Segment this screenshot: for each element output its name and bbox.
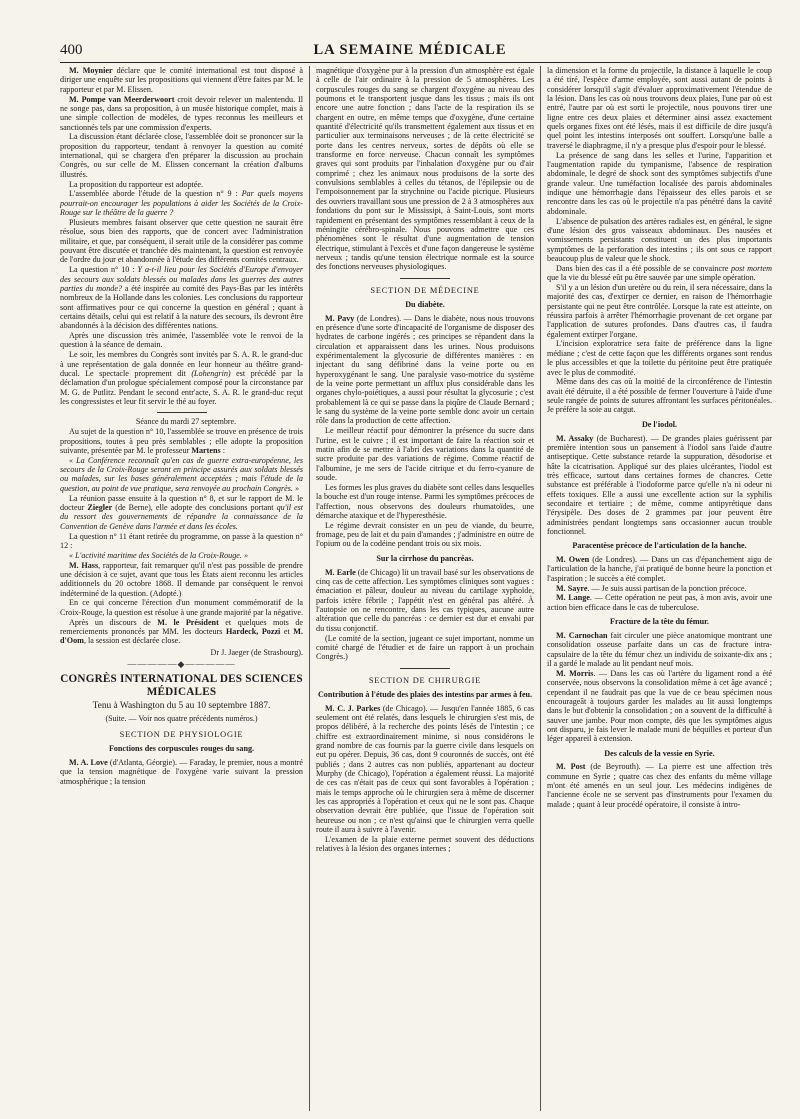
subheading: De l'iodol. (641, 419, 678, 429)
paragraph (60, 758, 303, 786)
text: et (280, 626, 294, 636)
text: que la vie du blessé eût pu être sauvée par une simple opération. (547, 273, 756, 283)
column-1 (60, 66, 303, 1111)
paragraph: (Le comité de la section, jugeant ce sujet important, nomme un comité chargé de l'étudier et de faire un rapport à un prochain Congrès.) (316, 633, 534, 662)
paragraph (547, 434, 772, 537)
divider (400, 278, 450, 279)
divider (400, 668, 450, 669)
text: (d'Atlanta, Géorgie). — Faraday, le premier, nous a montré que la tension magnétique de l'oxygène varie suivant la pression atmosphérique ; la tension (60, 758, 303, 786)
paragraph (60, 350, 303, 406)
text: et quelques mots de remerciements prononcés par MM. les docteurs (60, 617, 304, 636)
paragraph (316, 568, 534, 633)
speaker-name: M. le Président (157, 617, 219, 627)
paragraph: L'incision exploratrice sera faite de préférence dans la ligne médiane ; c'est de cette façon que les différents organes sont rendus le plus accessibles et que la toilette du péritoine peut être pratiquée avec le plus de commodité. (547, 339, 772, 377)
paragraph (547, 631, 772, 668)
paragraph: Même dans des cas où la moitié de la circonférence de l'intestin avait été détruite, il a été possible de fermer l'ouverture à l'aide d'une seule rangée de points de sutures affrontant les surfaces péritonéales. Je préfère la soie au catgut. (547, 377, 772, 415)
divider (157, 412, 207, 413)
speaker-name: M. Pompe van Meerderwoort (69, 94, 175, 104)
paragraph (60, 265, 303, 330)
subheading: Contribution à l'étude des plaies des intestins par armes à feu. (317, 689, 533, 699)
paragraph: la dimension et la forme du projectile, la distance à laquelle le coup a été tiré, l'espèce d'arme employée, sont aussi autant de points à considérer lorsqu'il s'agit d'évaluer approximativement l'étendue de la lésion. Dans les cas où nous trouvons deux plaies, l'une par où est entré, l'autre par où est sorti le projectile, nous pouvons tirer une ligne entre ces deux plaies et déterminer ainsi assez exactement quels organes fixes ont été lésés, mais il est difficile de dire jusqu'à quel point les intestins interposés ont souffert. Lorsqu'une balle a traversé le diaphragme, il n'y a presque plus d'espoir pour le blessé. (547, 66, 772, 150)
text: , rapporteur, fait remarquer qu'il n'est pas possible de prendre une décision à ce sujet, avant que tous les États aient reconnu les articles additionnels du 20 octobre 1868. Il demande par conséquent le renvoi indéterminé de la question. (Adopté.) (60, 560, 304, 598)
section-heading-chirurgie: SECTION DE CHIRURGIE (368, 675, 482, 685)
paragraph: Plusieurs membres faisant observer que cette question ne saurait être résolue, sous bien des rapports, que de concert avec l'administration militaire, et que, par conséquent, il serait utile de la considérer pas comme pouvant être discutée et tranchée dès maintenant, la question est renvoyée de l'ordre du jour et abandonnée à l'étude des différents comités centraux. (60, 218, 303, 265)
speaker-name: M. C. J. Parkes (325, 703, 381, 713)
paragraph: L'examen de la plaie externe permet souvent des déductions relatives à la lésion des organes internes ; (316, 834, 534, 854)
speaker-name: M. Assaky (556, 433, 594, 443)
speaker-name: M. Pavy (325, 313, 355, 323)
paragraph (60, 618, 303, 646)
subheading: Fonctions des corpuscules rouges du sang. (108, 744, 255, 754)
speaker-name: M. Hass (69, 560, 99, 570)
speaker-name: M. d'Oom (60, 626, 303, 646)
paragraph: Après une discussion très animée, l'assemblée vote le renvoi de la question à la séance de demain. (60, 331, 303, 350)
text: croit devoir relever un malentendu. Il ne songe pas, dans sa proposition, à un musée historique complet, mais à une simple collection de modèles, de types reconnus les meilleurs et sanctionnés tels par une commission d'experts. (60, 94, 303, 132)
paragraph (60, 189, 303, 217)
paragraph: La présence de sang dans les selles et l'urine, l'apparition et l'augmentation rapide du tympanisme, l'absence de respiration abdominale, le degré de shock sont des symptômes subjectifs d'une grande valeur. Une tuméfaction localisée des parois abdominales indique une hémorrhagie dans l'épaisseur des elles parois et se rencontre dans les cas où le projectile n'a pas pénétré dans la cavité abdominale. (547, 150, 772, 216)
paragraph (60, 95, 303, 132)
page-number: 400 (60, 42, 83, 58)
text: La question n° 10 : (69, 265, 138, 275)
text: déclare que le comité international est tout disposé à diriger une enquête sur les propositions qui viennent d'être faites par M. le rapporteur et par M. Elissen. (60, 66, 303, 94)
text: (de Chicago) lit un travail basé sur les observations de cinq cas de cette affection. Les symptômes cliniques sont vagues : émaciation et pâleur, douleur au niveau du cartilage xyphoïde, parfois ictère fébrile ; l'appétit n'est en général pas altéré. À l'autopsie on ne rencontre, dans les cas typiques, aucune autre altération que celle du pancréas : ce dernier est dur et envahi par du tissu conjonctif. (316, 567, 534, 633)
text: . — Cette opération ne peut pas, à mon avis, avoir une action bien efficace dans le cas de tuberculose. (547, 593, 772, 612)
speaker-name: M. Owen (556, 555, 590, 565)
paragraph (60, 427, 303, 455)
subheading: Fracture de la tête du fémur. (610, 617, 709, 627)
speaker-name: Ziegler (87, 502, 113, 512)
speaker-name: M. Moynier (69, 66, 113, 75)
text: Le soir, les membres du Congrès sont invités par S. A. R. le grand-duc à une représentation de gala donnée en leur honneur au théâtre grand-ducal. Le spectacle proprement dit (60, 350, 303, 378)
question-text: Par quels moyens pourrait-on encourager les populations à aider les Sociétés de la Croix-Rouge sur le théâtre de la guerre ? (60, 189, 303, 218)
text: . — Dans les cas où l'artère du ligament rond a été conservée, nous observons la consolidation même à cet âge avancé ; cependant il ne faudrait pas que la vue de ce beau spécimen nous encourageât à toujours garder les malades au lit aussi longtemps dans le but d'obtenir la consolidation ; on a souvent de la difficulté à sauver une jambe. Pour mon compte, dès que les symptômes aigus ont disparu, je fais lever le malade muni de béquilles et porteur d'un léger appareil à extension. (547, 668, 772, 744)
column-rule (309, 66, 310, 1111)
text: est précédé par la déclamation d'un prologue spécialement composé pour la circonstance par M. G. de Putlitz. Pendant le second entr'acte, S. A. R. le grand-duc reçut les congressistes et leur fit servir le thé au foyer. (60, 369, 303, 407)
paragraph: L'absence de pulsation des artères radiales est, en général, le signe d'une lésion des gros vaisseaux abdominaux. Des nausées et vomissements persistants constituent un des plus importants symptômes de la perforation des intestins ; ils ont sous ce rapport beaucoup plus de valeur que le shock. (547, 216, 772, 263)
text: (de Bucharest). — De grandes plaies guérissent par première intention sous un pansement à l'iodol sans l'aide d'autre antiseptique. Cette substance retarde la suppuration, désodorise et hâte la cicatrisation. Appliqué sur des plaies ulcérantes, l'iodol est très efficace, surtout dans certaines formes de chancres. Cette substance est préférable à l'iodoforme parce qu'elle n'a ni odeur ni effets toxiques. Elle a aussi une excellente action sur la syphilis secondaire et tertiaire ; de même, comme antipyrétique dans l'érysipèle. Des doses de 2 grammes par jour peuvent être administrées pendant longtemps sans occasionner aucun trouble fonctionnel. (547, 433, 772, 536)
ornament-divider: —————◆————— (127, 658, 236, 669)
paragraph (316, 704, 534, 835)
text: . — Je suis aussi partisan de la ponction précoce. (587, 583, 747, 593)
running-head (60, 42, 760, 63)
text: La réunion passe ensuite à la question n° 8, et sur le rapport de M. le docteur (60, 493, 303, 512)
paragraph: La discussion étant déclarée close, l'assemblée doit se prononcer sur la proposition du rapporteur, tendant à renvoyer la question au comité international, qui se chargera d'en préparer la discussion au prochain Congrès, ou sur celle de M. Elissen concernant la création d'albums illustrés. (60, 132, 303, 179)
speaker-name: M. Morris (556, 668, 594, 678)
paragraph: En ce qui concerne l'érection d'un monument commémoratif de la Croix-Rouge, la question est résolue à une grande majorité par la négative. (60, 598, 303, 617)
speaker-name: Hardeck, Pozzi (225, 626, 281, 636)
text: fait circuler une pièce anatomique montrant une consolidation osseuse parfaite dans un cas de fracture intra-capsulaire de la tête du fémur chez un individu de soixante-dix ans ; il a gardé le malade au lit pendant neuf mois. (547, 630, 772, 668)
text: (de Chicago). — Jusqu'en l'année 1885, 6 cas seulement ont été relatés, dans lesquels le chirurgien s'est mis, de propos délibéré, à la recherche des points lésés de l'intestin ; ce chiffre est extraordinairement minime, si nous considérons le grand nombre de cas fournis par la guerre civile dans lesquels on eut pu opérer. Depuis, 36 cas, dont 9 couronnés de succès, ont été publiés ; dans 2 autres cas non publiés, appartenant au docteur Murphy (de Chicago), l'opération a également réussi. La majorité de ces cas n'était pas de ceux qui sont favorables à l'opération ; mais le temps approche où le chirurgien sera à même de discerner les cas appropriés à l'opération et ceux qui ne le sont pas. Chaque observation devrait être publiée, que l'issue de l'opération soit heureuse ou non ; ce n'est qu'ainsi que le chirurgien verra quelle route il aura à suivre à l'avenir. (316, 703, 534, 835)
paragraph: Le meilleur réactif pour démontrer la présence du sucre dans l'urine, est le cuivre ; il est important de faire la réaction soir et matin afin de se mettre à l'abri des variations dans la quantité de sucre produite par des variations de régime. Comme réactif de l'albumine, je me sers de l'acide citrique et du ferro-cyanure de soude. (316, 426, 534, 483)
speaker-name: M. Post (556, 762, 586, 772)
text: a été inspirée au comité des Pays-Bas par les intérêts nombreux de la Hollande dans les colonies. Les conclusions du rapporteur sont affirmatives pour ce qui concerne la question en général ; quant à certains détails, celui qui est relatif à la nature des secours, ils devront être abandonnés à la décision des différentes nations. (60, 283, 304, 331)
columns (60, 66, 772, 1111)
speaker-name: M. A. Love (69, 758, 108, 768)
subheading: Sur la cirrhose du pancréas. (376, 553, 474, 563)
paragraph: La question n° 11 étant retirée du programme, on passe à la question n° 12 : (60, 531, 303, 550)
text: (Lohengrin) (191, 369, 231, 378)
paragraph (60, 66, 303, 94)
column-2 (316, 66, 534, 1111)
section-heading-medecine: SECTION DE MÉDECINE (370, 285, 480, 295)
section-heading-physiologie: SECTION DE PHYSIOLOGIE (119, 730, 244, 739)
congress-dates: Tenu à Washington du 5 au 10 septembre 1887. (92, 701, 271, 712)
signature: Dr J. Jaeger (de Strasbourg). (210, 647, 303, 657)
paragraph: magnétique d'oxygène pur à la pression d'un atmosphère est égale à celle de l'air ordinaire à la pression de 5 atmosphères. Les corpuscules rouges du sang se chargent d'oxygène au niveau des poumons et le transportent jusque dans les tissus ; mais ils ont encore une autre fonction ; dans l'acte de la respiration ils se chargent en outre, en même temps que d'oxygène, d'une certaine quantité d'électricité qu'ils transmettent également aux tissus et en particulier aux terminaisons nerveuses ; de là cette électricité se porte dans les centres nerveux, sortes de dépôts où elle se transforme en force nerveuse. Chacun connaît les symptômes graves qui sont produits par l'inhalation d'oxygène pur ou d'air comprimé ; chez les animaux nous produisons de la sorte des convulsions semblables à celles du tétanos, de l'épilepsie ou de l'empoisonnement par la strychnine ou l'acide picrique. Plusieurs des ouvriers travaillant sous une pression de 2 à 3 atmosphères aux fondations du pont sur le Mississipi, à Saint-Louis, sont morts rapidement en présentant des symptômes ressemblant à ceux de la méningite cérébro-spinale. Nous pouvons admettre que ces phénomènes sont le résultat d'une augmentation de tension électrique, stimulant à l'excès et d'une façon dangereuse le système nerveux ; tandis qu'une tension électrique normale est la source des fonctions nerveuses physiologiques. (316, 66, 534, 272)
text: Dans bien des cas il a été possible de se convaincre (556, 263, 731, 273)
text: (de Berne), elle adopte des conclusions portant (112, 502, 277, 512)
subheading: Du diabète. (405, 299, 445, 309)
paragraph: La proposition du rapporteur est adoptée. (69, 179, 204, 189)
paragraph (547, 762, 772, 809)
text: (de Londres). — Dans le diabète, nous nous trouvons en présence d'une sorte d'incapacité de l'organisme de disposer des hydrates de carbone ingérés ; ces principes se répandent dans la circulation et apparaissent dans les urines. Nous produisons expérimentalement la glycosurie de différentes manières : en injectant du sang défibriné dans la veine porte ou en hyperoxygénant le sang. Une paralysie vaso-motrice du système de la veine porte permettant un afflux plus considérable dans les organes chylo-poiétiques, a aussi pour résultat la glycosurie ; c'est probablement là ce qui se passe dans la piqûre de Claude Bernard ; le sang du système de la veine porte semble donc avoir un certain rôle dans la production de cette affection. (316, 313, 534, 426)
paragraph (547, 593, 772, 612)
paragraph (60, 494, 303, 531)
quoted-question: « L'activité maritime des Sociétés de la Croix-Rouge. » (69, 550, 249, 560)
paragraph: Les formes les plus graves du diabète sont celles dans lesquelles la bouche est d'un rouge intense. Parmi les symptômes précoces de l'affection, nous observons des douleurs rhumatoïdes, une démarche ataxique et de l'hyperesthésie. (316, 482, 534, 520)
text: Au sujet de la question n° 10, l'assemblée se trouve en présence de trois propositions, toutes à peu près semblables ; elle adopte la proposition suivante, présentée par M. le professeur (60, 427, 303, 455)
paragraph (60, 561, 303, 598)
question-text: Y a-t-il lieu pour les Sociétés d'Europe d'envoyer des secours aux soldats blessés ou malades dans les guerres des autres parties du monde? (60, 265, 304, 293)
text: : (220, 445, 225, 455)
sitting-heading: Séance du mardi 27 septembre. (135, 417, 237, 427)
text: (de Beyrouth). — La pierre est une affection très commune en Syrie ; quatre cas chez des enfants du même village m'ont été amenés en un seul jour. Les médecins indigènes de l'ancienne école ne se servent pas d'instruments pour l'examen du malade ; quant à leur procédé opératoire, il consiste à intro- (547, 762, 772, 809)
subheading: Paracentèse précoce de l'articulation de la hanche. (572, 541, 747, 551)
text: qu'il est du ressort des gouvernements de répandre la connaissance de la Convention de Genève dans l'armée et dans les écoles. (60, 502, 304, 531)
paragraph: Le régime devrait consister en un peu de viande, du beurre, fromage, peu de lait et du pain d'amandes ; j'administre en outre de l'opium ou de la codéine pendant trois ou six mois. (316, 520, 534, 549)
text: L'assemblée aborde l'étude de la question n° 9 : (69, 189, 242, 199)
congress-title: CONGRÈS INTERNATIONAL DES SCIENCES MÉDICALES (60, 673, 303, 699)
text: (de Londres). — Dans un cas d'épanchement aigu de l'articulation de la hanche, j'ai pratiqué de bonne heure la ponction et l'aspiration ; le succès a été complet. (547, 555, 772, 583)
paragraph: S'il y a un lésion d'un uretère ou du rein, il sera nécessaire, dans la majorité des cas, d'extirper ce dernier, en raison de l'hémorrhagie persistante qui ne peut être contrôlée. Lorsque la rate est atteinte, on réussira parfois à arrêter l'hémorrhagie provenant de cet organe par l'application de sutures profondes. Dans d'autres cas, il faudra également extirper l'organe. (547, 282, 772, 339)
column-rule (540, 66, 541, 1111)
speaker-name: M. Earle (325, 567, 356, 577)
paragraph (547, 584, 772, 593)
text: Après un discours de (69, 617, 158, 627)
speaker-name: Martens (191, 445, 221, 455)
continuation-note: (Suite. — Voir nos quatre précédents numéros.) (105, 713, 258, 723)
paragraph (547, 555, 772, 583)
speaker-name: M. Lange (556, 593, 590, 603)
speaker-name: M. Sayre (556, 583, 588, 593)
paragraph (547, 264, 772, 283)
paragraph (316, 314, 534, 426)
quoted-resolution: « La Conférence reconnaît qu'en cas de guerre extra-européenne, les secours de la Croix-Rouge seront en principe assurés aux soldats blessés ou malades, sur les bases généralement acceptées ; mais l'étude de la question, au point de vue pratique, sera renvoyée au prochain Congrès. » (60, 455, 303, 493)
text: , la session est déclarée close. (83, 636, 181, 646)
journal-title: LA SEMAINE MÉDICALE (313, 42, 507, 58)
paragraph (547, 669, 772, 744)
text: post mortem (731, 263, 772, 273)
subheading: Des calculs de la vessie en Syrie. (604, 748, 715, 758)
column-3 (547, 66, 772, 1111)
speaker-name: M. Carnochan (556, 630, 608, 640)
